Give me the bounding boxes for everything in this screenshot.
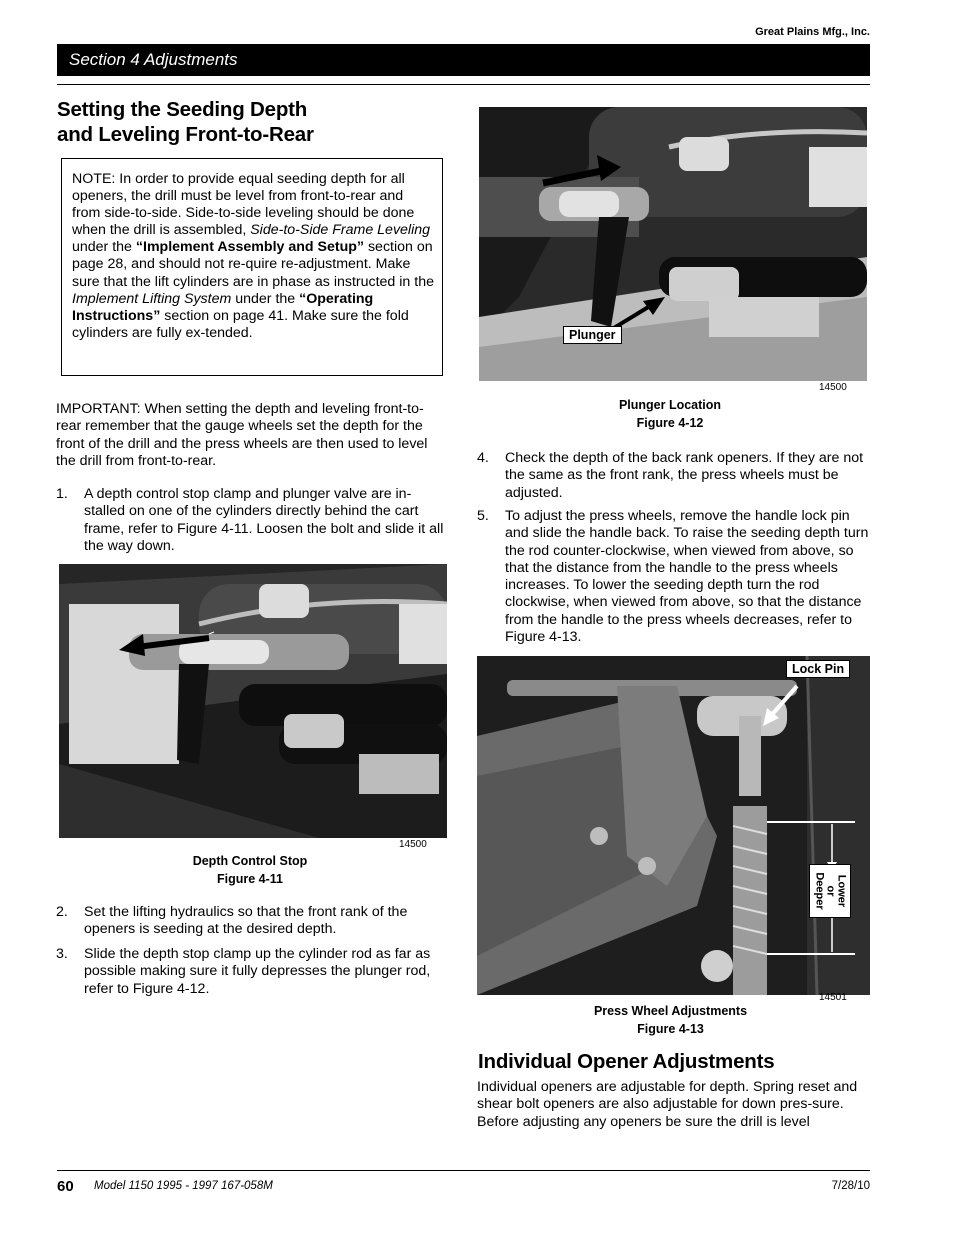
page-title-line-2: and Leveling Front-to-Rear [57, 123, 314, 146]
figure-4-12-caption [479, 396, 861, 432]
note-part: section on page 28, and should not re-quire re-adjustment. Make sure that the lift cylinders are in phase as instructed in the [72, 239, 434, 290]
vertical-label-word: or [824, 885, 837, 897]
important-paragraph: IMPORTANT: When setting the depth and leveling front-to-rear remember that the gauge wheels set the depth for the front of the drill and the press wheels are then used to level the drill from front-to-rear. [56, 401, 428, 469]
figure-caption-title: Plunger Location [618, 398, 722, 412]
figure-4-12-photo-id: 14500 [819, 382, 847, 393]
figure-caption-number: Figure 4-13 [637, 1022, 704, 1036]
note-text [72, 171, 434, 342]
note-part: under the [72, 239, 136, 256]
figure-4-12-photo [479, 107, 867, 381]
vertical-label-word: Lower [835, 874, 848, 908]
section-title: Section 4 Adjustments [69, 50, 238, 69]
step-text: Set the lifting hydraulics so that the front rank of the openers is seeding at the desired depth. [84, 904, 408, 938]
step-number: 5. [477, 508, 489, 524]
note-part: section on page 41. Make sure the fold cylinders are fully ex-tended. [72, 307, 409, 341]
figure-4-13-photo-id: 14501 [819, 992, 847, 1003]
plunger-callout: Plunger [563, 326, 622, 344]
footer-rule [57, 1170, 870, 1171]
lower-or-deeper-label [809, 864, 851, 918]
model-info: Model 1150 1995 - 1997 167-058M [94, 1180, 273, 1192]
figure-4-11-photo [59, 564, 447, 838]
note-ref-italic: Implement Lifting System [72, 290, 232, 307]
step-text: Check the depth of the back rank openers. If they are not the same as the front rank, the press wheels must be adjusted. [505, 450, 864, 501]
figure-caption-number: Figure 4-12 [636, 416, 704, 430]
header-rule [57, 84, 870, 85]
note-ref-italic: Side-to-Side Frame Leveling [250, 222, 431, 239]
figure-4-13-caption [477, 1002, 864, 1038]
step-number: 3. [56, 946, 68, 962]
figure-4-11-photo-id: 14500 [399, 839, 427, 850]
step-number: 4. [477, 450, 489, 466]
page-title-line-1: Setting the Seeding Depth [57, 98, 308, 121]
subsection-title: Individual Opener Adjustments [478, 1050, 775, 1073]
individual-openers-paragraph: Individual openers are adjustable for depth. Spring reset and shear bolt openers are also adjustable for down pres-sure. Before adjusting any openers be sure the drill is level [477, 1079, 858, 1130]
revision-date: 7/28/10 [831, 1180, 870, 1192]
lock-pin-callout: Lock Pin [786, 660, 850, 678]
note-part: NOTE: In order to provide equal seeding depth for all openers, the drill must be level from front-to-rear and from side-to-side. Side-to-side leveling should be done when the drill is assembled, [72, 171, 415, 239]
step-text: Slide the depth stop clamp up the cylinder rod as far as possible making sure it fully depresses the plunger rod, refer to Figure 4-12. [84, 946, 431, 997]
vertical-label-word: Deeper [813, 872, 826, 910]
page-title [57, 97, 457, 147]
company-name: Great Plains Mfg., Inc. [755, 26, 870, 38]
figure-caption-number: Figure 4-11 [217, 872, 283, 886]
step-text: A depth control stop clamp and plunger valve are in-stalled on one of the cylinders directly behind the cart frame, refer to Figure 4-11. Loosen the bolt and slide it all the way down. [84, 486, 444, 554]
note-ref-bold: “Operating Instructions” [72, 290, 374, 324]
step-number: 2. [56, 904, 68, 920]
figure-caption-title: Press Wheel Adjustments [593, 1004, 748, 1018]
step-number: 1. [56, 486, 68, 502]
note-ref-bold: “Implement Assembly and Setup” [135, 239, 365, 256]
figure-4-13-photo [477, 656, 870, 995]
note-part: under the [231, 290, 300, 307]
figure-4-11-caption [59, 852, 441, 888]
figure-caption-title: Depth Control Stop [192, 854, 308, 868]
page-number: 60 [57, 1178, 74, 1195]
section-header-bar [57, 44, 870, 76]
step-text: To adjust the press wheels, remove the handle lock pin and slide the handle back. To raise the seeding depth turn the rod counter-clockwise, when viewed from above, so that the distance from the handle to the press wheels increases. To lower the seeding depth turn the rod clockwise, when viewed from above, so that the distance from the handle to the press wheels decreases, refer to Figure 4-13. [505, 508, 869, 646]
